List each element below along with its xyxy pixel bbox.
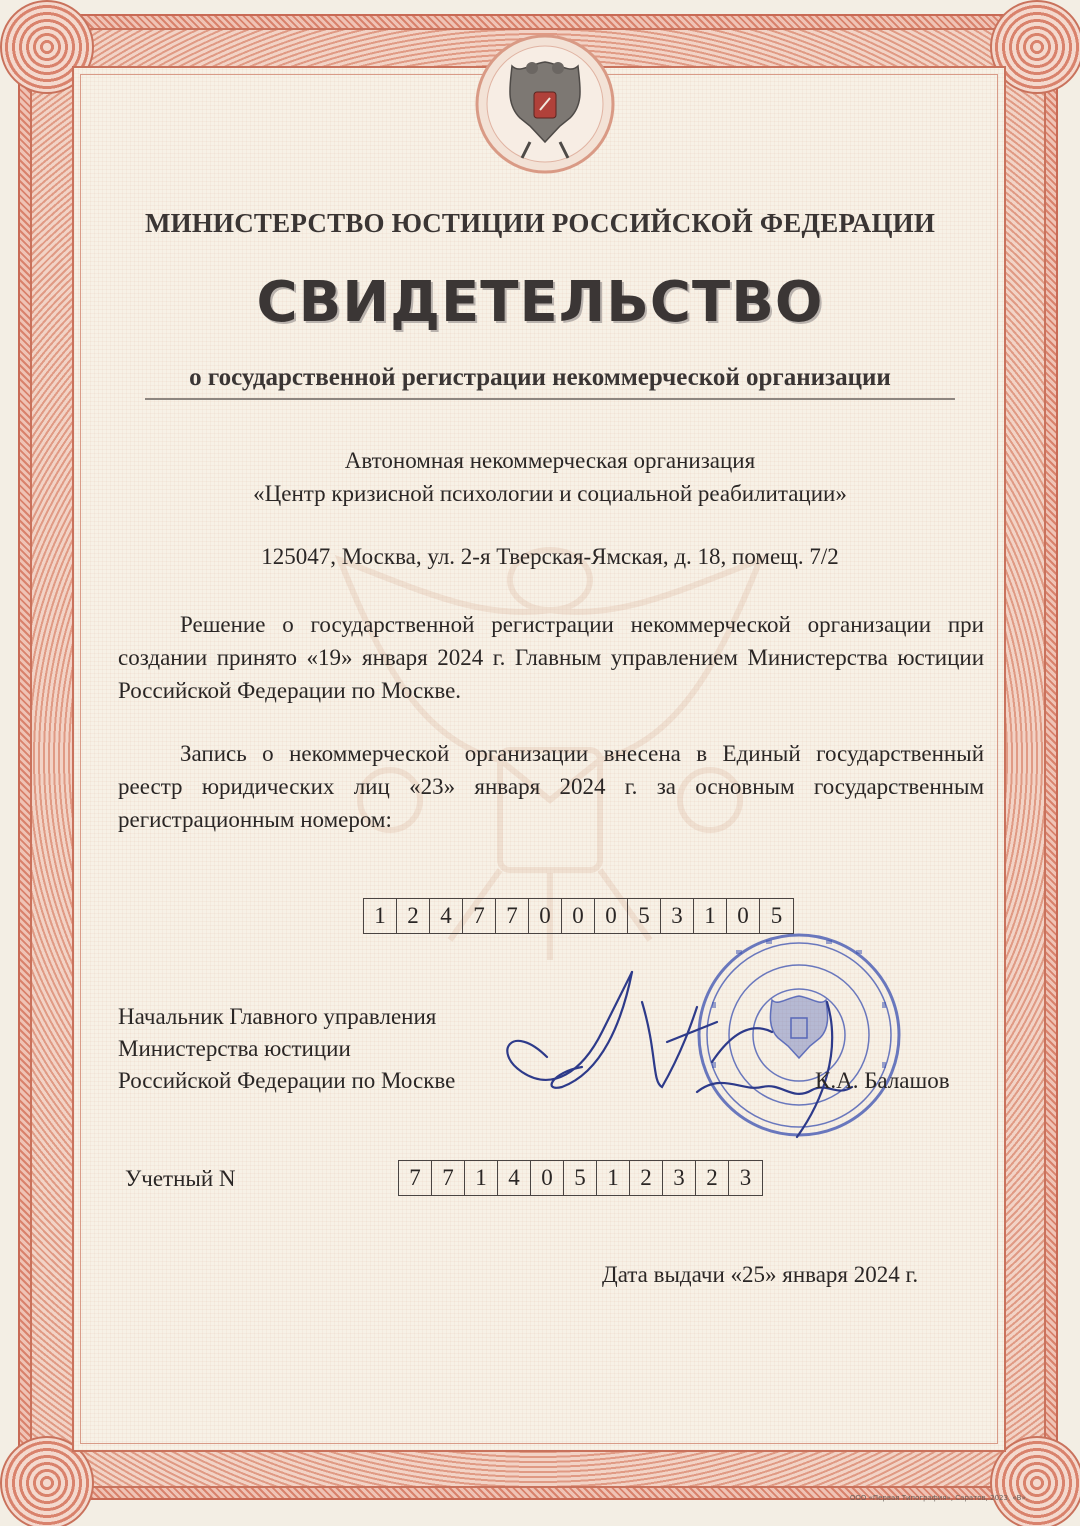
registration-decision: [118, 608, 984, 707]
ministry-heading: МИНИСТЕРСТВО ЮСТИЦИИ РОССИЙСКОЙ ФЕДЕРАЦИИ: [144, 208, 936, 238]
signatory-title-line2: Министерства юстиции: [118, 1036, 351, 1061]
account-digit: 2: [696, 1161, 729, 1195]
ogrn-digit: 3: [661, 899, 694, 933]
organization-address: 125047, Москва, ул. 2-я Тверская-Ямская, д. 18, помещ. 7/2: [261, 544, 839, 569]
account-digit: 0: [531, 1161, 564, 1195]
organization-type: Автономная некоммерческая организация: [344, 448, 756, 473]
certificate-subtitle: о государственной регистрации некоммерческой организации: [189, 364, 891, 391]
signatory-title-line1: Начальник Главного управления: [118, 1004, 437, 1029]
coat-of-arms-emblem-icon: [470, 34, 620, 174]
ogrn-digit: 1: [364, 899, 397, 933]
handwritten-signature: [482, 962, 892, 1142]
issue-date: Дата выдачи «25» января 2024 г.: [602, 1262, 919, 1287]
ogrn-digit: 1: [694, 899, 727, 933]
account-digit: 3: [739, 1165, 752, 1190]
account-digit: 5: [564, 1161, 597, 1195]
printer-imprint: ООО «Первая Типография», Саратов, 2023, «В».: [849, 1494, 1028, 1502]
account-digit: 7: [399, 1161, 432, 1195]
signatory-title-line3: Российской Федерации по Москве: [118, 1068, 456, 1093]
account-digit: 7: [432, 1161, 465, 1195]
organization-name: «Центр кризисной психологии и социальной реабилитации»: [253, 481, 847, 506]
ogrn-digit: 4: [430, 899, 463, 933]
account-number: [398, 1160, 763, 1196]
ogrn-digit: 2: [397, 899, 430, 933]
ogrn-number: [363, 898, 794, 934]
ogrn-digit: 5: [628, 899, 661, 933]
account-digit: 4: [498, 1161, 531, 1195]
ogrn-digit: 7: [463, 899, 496, 933]
ogrn-digit: 0: [562, 899, 595, 933]
registry-record: [118, 737, 984, 836]
ogrn-digit: 5: [770, 903, 783, 928]
ogrn-digit: 0: [595, 899, 628, 933]
decision-text: Решение о государственной регистрации некоммерческой организации при создании принято «19» января 2024 г. Главным управлением Министерства юстиции Российской Федерации по Москве.: [118, 612, 984, 703]
signatory-name: К.А. Балашов: [815, 1068, 950, 1093]
account-digit: 1: [465, 1161, 498, 1195]
ogrn-digit: 0: [727, 899, 760, 933]
account-digit: 3: [663, 1161, 696, 1195]
subtitle-underline: [145, 398, 955, 400]
certificate-title: СВИДЕТЕЛЬСТВО: [256, 270, 824, 335]
account-digit: 1: [597, 1161, 630, 1195]
account-digit: 2: [630, 1161, 663, 1195]
ogrn-digit: 0: [529, 899, 562, 933]
account-number-label: Учетный N: [125, 1166, 236, 1191]
ogrn-digit: 7: [496, 899, 529, 933]
record-text: Запись о некоммерческой организации внесена в Единый государственный реестр юридических лиц «23» января 2024 г. за основным государственным регистрационным номером:: [118, 741, 984, 832]
